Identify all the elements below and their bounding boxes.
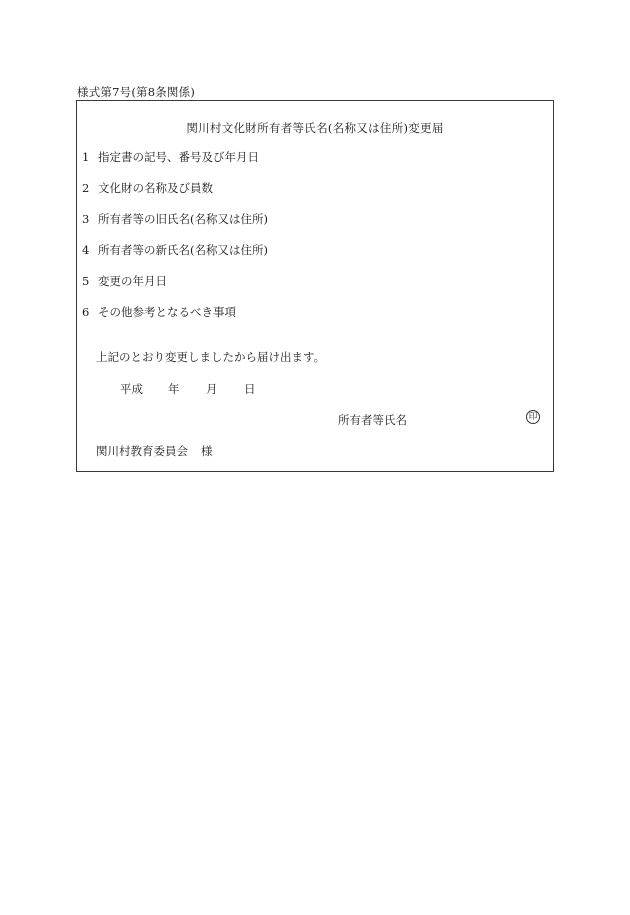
addressee-honorific: 様 [201, 444, 213, 458]
item-number: 1 [82, 150, 90, 164]
form-box [76, 100, 554, 472]
list-item [82, 212, 268, 243]
seal-icon: 印 [526, 410, 540, 424]
date-era: 平成 [120, 382, 143, 396]
owner-name-label: 所有者等氏名 [338, 413, 407, 427]
date-month: 月 [206, 382, 218, 396]
list-item [82, 305, 268, 336]
item-text: 文化財の名称及び員数 [98, 181, 213, 195]
item-list [82, 150, 268, 336]
form-title: 関川村文化財所有者等氏名(名称又は住所)変更届 [186, 121, 444, 135]
declaration-text: 上記のとおり変更しましたから届け出ます。 [96, 350, 326, 364]
list-item [82, 181, 268, 212]
item-text: 指定書の記号、番号及び年月日 [98, 150, 259, 164]
addressee [96, 443, 213, 459]
item-number: 6 [82, 305, 90, 319]
item-text: その他参考となるべき事項 [98, 305, 236, 319]
date-line [120, 381, 256, 397]
item-number: 4 [82, 243, 90, 257]
date-day: 日 [244, 382, 256, 396]
list-item [82, 243, 268, 274]
item-number: 5 [82, 274, 90, 288]
item-number: 3 [82, 212, 90, 226]
item-text: 所有者等の旧氏名(名称又は住所) [98, 212, 268, 226]
form-number: 様式第7号(第8条関係) [77, 85, 196, 99]
item-text: 変更の年月日 [98, 274, 167, 288]
item-text: 所有者等の新氏名(名称又は住所) [98, 243, 268, 257]
date-year: 年 [168, 382, 180, 396]
addressee-board: 関川村教育委員会 [96, 444, 188, 458]
list-item [82, 150, 268, 181]
item-number: 2 [82, 181, 90, 195]
list-item [82, 274, 268, 305]
